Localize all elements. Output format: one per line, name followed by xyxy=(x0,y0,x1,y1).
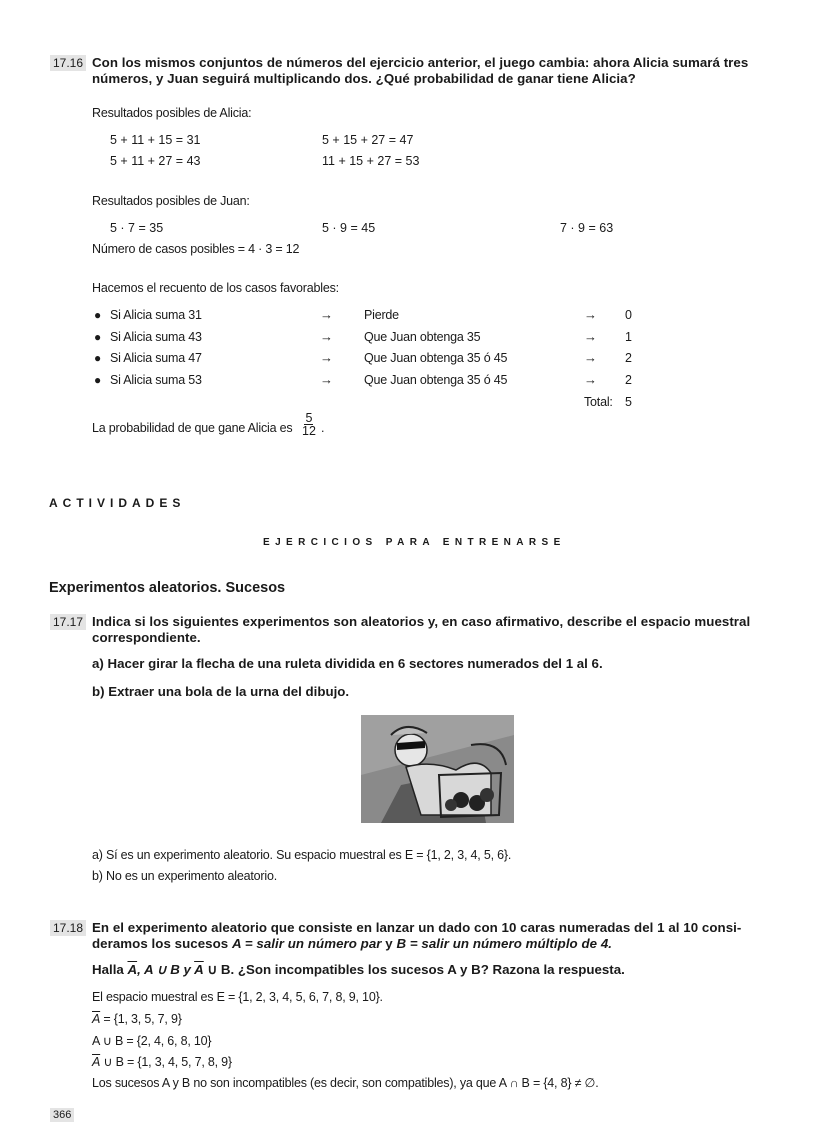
exercise-statement-17-18 xyxy=(92,920,782,952)
juan-heading: Resultados posibles de Juan: xyxy=(92,194,250,208)
compatibility-conclusion: Los sucesos A y B no son incompatibles (es decir, son compatibles), ya que A ∩ B = {4, 8} ≠ ∅. xyxy=(92,1076,599,1090)
exercises-subheading: EJERCICIOS PARA ENTRENARSE xyxy=(263,537,566,548)
juan-result: 7 · 9 = 63 xyxy=(560,221,614,235)
probability-conclusion: La probabilidad de que gane Alicia es xyxy=(92,421,293,435)
halla-question xyxy=(92,962,625,978)
juan-result: 5 · 7 = 35 xyxy=(110,221,164,235)
arrow-right-icon: → xyxy=(584,329,597,344)
text: Halla xyxy=(92,962,128,977)
alicia-result: 5 + 11 + 15 = 31 xyxy=(110,133,201,147)
case-count: 2 xyxy=(625,373,632,387)
complement-a: $\overline{A}$ xyxy=(92,1055,101,1069)
alicia-result: 5 + 15 + 27 = 47 xyxy=(322,133,414,147)
sample-space: El espacio muestral es E = {1, 2, 3, 4, 5, 6, 7, 8, 9, 10}. xyxy=(92,990,383,1004)
statement-text: deramos los sucesos xyxy=(92,936,232,951)
alicia-heading: Resultados posibles de Alicia: xyxy=(92,106,252,120)
period: . xyxy=(321,421,325,435)
answer-a: a) Sí es un experimento aleatorio. Su espacio muestral es E = {1, 2, 3, 4, 5, 6}. xyxy=(92,848,512,862)
statement-line xyxy=(92,936,782,952)
exercise-number-17-17: 17.17 xyxy=(50,614,86,630)
alicia-result: 5 + 11 + 27 = 43 xyxy=(110,154,201,168)
case-condition: Si Alicia suma 43 xyxy=(110,330,202,344)
arrow-right-icon: → xyxy=(320,329,333,344)
statement-line: correspondiente. xyxy=(92,630,201,645)
union-result: A ∪ B = {2, 4, 6, 8, 10} xyxy=(92,1034,212,1048)
section-title: Experimentos aleatorios. Sucesos xyxy=(49,580,286,596)
complement-a: $\overline{A}$ xyxy=(194,962,204,977)
total-value: 5 xyxy=(625,395,632,409)
cases-possible: Número de casos posibles = 4 · 3 = 12 xyxy=(92,242,300,256)
exercise-number-17-18: 17.18 xyxy=(50,920,86,936)
statement-line: En el experimento aleatorio que consiste en lanzar un dado con 10 caras numeradas del 1 al 10 consi- xyxy=(92,920,742,935)
exercise-statement-17-16 xyxy=(92,55,782,87)
bullet-icon: ● xyxy=(94,351,102,365)
exercise-number-17-16: 17.16 xyxy=(50,55,86,71)
bullet-icon: ● xyxy=(94,330,102,344)
fraction-numerator: 5 xyxy=(305,411,313,425)
text: ∪ B. ¿Son incompatibles los sucesos A y B? Razona la respuesta. xyxy=(203,962,625,977)
juan-result: 5 · 9 = 45 xyxy=(322,221,376,235)
page-number: 366 xyxy=(50,1108,74,1122)
statement-line: números, y Juan seguirá multiplicando dos. ¿Qué probabilidad de ganar tiene Alicia? xyxy=(92,71,636,86)
case-count: 0 xyxy=(625,308,632,322)
complement-union-result xyxy=(92,1054,232,1069)
probability-fraction xyxy=(302,412,316,437)
case-condition: Si Alicia suma 53 xyxy=(110,373,202,387)
activities-heading: ACTIVIDADES xyxy=(49,496,186,510)
statement-text: y xyxy=(381,936,397,951)
case-count: 1 xyxy=(625,330,632,344)
event-a-definition: A = salir un número par xyxy=(231,936,382,951)
arrow-right-icon: → xyxy=(584,372,597,387)
answer-b: b) No es un experimento aleatorio. xyxy=(92,869,277,883)
case-condition: Si Alicia suma 31 xyxy=(110,308,202,322)
count-heading: Hacemos el recuento de los casos favorables: xyxy=(92,281,339,295)
text: , A ∪ B y xyxy=(137,962,195,977)
statement-line: Indica si los siguientes experimentos son aleatorios y, en caso afirmativo, describe el espacio muestral xyxy=(92,614,751,629)
arrow-right-icon: → xyxy=(320,307,333,322)
fraction-denominator: 12 xyxy=(302,424,316,438)
arrow-right-icon: → xyxy=(320,372,333,387)
statement-line: Con los mismos conjuntos de números del ejercicio anterior, el juego cambia: ahora Alicia sumará tres xyxy=(92,55,749,70)
urn-illustration xyxy=(361,715,514,823)
alicia-result: 11 + 15 + 27 = 53 xyxy=(322,154,420,168)
set-value: ∪ B = {1, 3, 4, 5, 7, 8, 9} xyxy=(100,1055,232,1069)
subquestion-a: a) Hacer girar la flecha de una ruleta dividida en 6 sectores numerados del 1 al 6. xyxy=(92,656,603,671)
case-result: Que Juan obtenga 35 ó 45 xyxy=(364,373,508,387)
case-result: Pierde xyxy=(364,308,399,322)
case-condition: Si Alicia suma 47 xyxy=(110,351,202,365)
complement-a-result xyxy=(92,1012,182,1026)
bullet-icon: ● xyxy=(94,308,102,322)
arrow-right-icon: → xyxy=(584,307,597,322)
bullet-icon: ● xyxy=(94,373,102,387)
event-b-definition: B = salir un número múltiplo de 4. xyxy=(396,936,613,951)
case-result: Que Juan obtenga 35 ó 45 xyxy=(364,351,508,365)
set-value: = {1, 3, 5, 7, 9} xyxy=(100,1012,182,1026)
arrow-right-icon: → xyxy=(320,350,333,365)
subquestion-b: b) Extraer una bola de la urna del dibujo. xyxy=(92,684,350,699)
case-count: 2 xyxy=(625,351,632,365)
total-label: Total: xyxy=(584,395,613,409)
case-result: Que Juan obtenga 35 xyxy=(364,330,481,344)
complement-a: $\overline{A}$ xyxy=(92,1012,101,1026)
complement-a: $\overline{A}$ xyxy=(127,962,138,977)
arrow-right-icon: → xyxy=(584,350,597,365)
exercise-statement-17-17 xyxy=(92,614,782,646)
